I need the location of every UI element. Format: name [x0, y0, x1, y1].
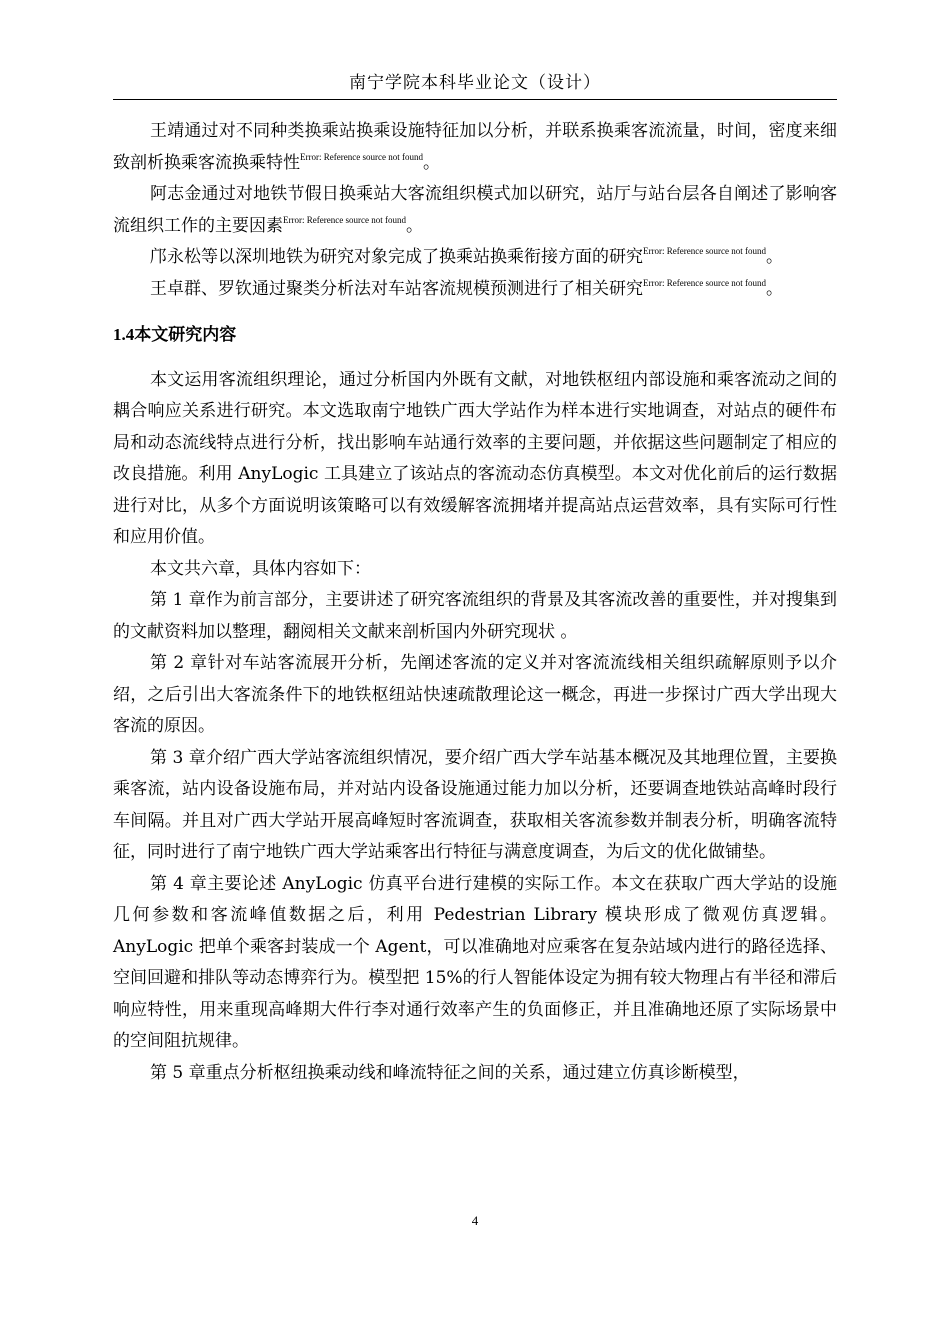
period: 。 — [765, 278, 783, 299]
paragraph-text: 王卓群、罗钦通过聚类分析法对车站客流规模预测进行了相关研究 — [150, 278, 643, 299]
section-title: 本文研究内容 — [134, 325, 237, 344]
paragraph-text: 阿志金通过对地铁节假日换乘站大客流组织模式加以研究，站厅与站台层各自阐述了影响客流组织工作的主要因素 — [113, 184, 837, 236]
paragraph: 第 1 章作为前言部分，主要讲述了研究客流组织的背景及其客流改善的重要性，并对搜集到的文献资料加以整理，翻阅相关文献来剖析国内外研究现状 。 — [113, 590, 837, 642]
page-number: 4 — [471, 1213, 479, 1228]
paragraph: 本文运用客流组织理论，通过分析国内外既有文献，对地铁枢纽内部设施和乘客流动之间的耦合响应关系进行研究。本文选取南宁地铁广西大学站作为样本进行实地调查，对站点的硬件布局和动态流线特点进行分析，找出影响车站通行效率的主要问题，并依据这些问题制定了相应的改良措施。利用 AnyLogic 工具建立了该站点的客流动态仿真模型。本文对优化前后的运行数据进行对比，从多个方面说明该策略可以有效缓解客流拥堵并提高站点运营效率，具有实际可行性和应用价值。 — [113, 369, 837, 547]
period: 。 — [422, 152, 440, 173]
period: 。 — [405, 215, 423, 236]
paragraph: 第 5 章重点分析枢纽换乘动线和峰流特征之间的关系，通过建立仿真诊断模型， — [150, 1062, 750, 1083]
page-header-title: 南宁学院本科毕业论文（设计） — [349, 73, 601, 93]
paragraph — [113, 242, 837, 274]
citation-error: Error: Reference source not found — [283, 214, 406, 225]
period: 。 — [765, 247, 783, 267]
paragraph-text: 邝永松等以深圳地铁为研究对象完成了换乘站换乘衔接方面的研究 — [150, 247, 643, 267]
paragraph — [113, 179, 837, 242]
paragraph: 本文共六章，具体内容如下： — [150, 558, 371, 579]
paragraph: 第 3 章介绍广西大学站客流组织情况，要介绍广西大学车站基本概况及其地理位置，主要换乘客流，站内设备设施布局，并对站内设备设施通过能力加以分析，还要调查地铁站高峰时段行车间隔。并且对广西大学站开展高峰短时客流调查，获取相关客流参数并制表分析，明确客流特征，同时进行了南宁地铁广西大学站乘客出行特征与满意度调查，为后文的优化做铺垫。 — [113, 747, 837, 862]
citation-error: Error: Reference source not found — [643, 277, 766, 288]
paragraph — [113, 274, 837, 306]
citation-error: Error: Reference source not found — [300, 151, 423, 162]
header-divider — [113, 99, 837, 100]
paragraph-text: 王靖通过对不同种类换乘站换乘设施特征加以分析，并联系换乘客流流量，时间，密度来细致剖析换乘客流换乘特性 — [113, 121, 837, 173]
section-heading — [113, 319, 837, 351]
document-body — [113, 116, 837, 1089]
paragraph: 第 4 章主要论述 AnyLogic 仿真平台进行建模的实际工作。本文在获取广西大学站的设施几何参数和客流峰值数据之后，利用 Pedestrian Library 模块形成了微观仿真逻辑。AnyLogic 把单个乘客封装成一个 Agent，可以准确地对应乘客在复杂站域内进行的路径选择、空间回避和排队等动态博弈行为。模型把 15%的行人智能体设定为拥有较大物理占有半径和滞后响应特性，用来重现高峰期大件行李对通行效率产生的负面修正，并且准确地还原了实际场景中的空间阻抗规律。 — [113, 873, 837, 1051]
section-number: 1.4 — [113, 325, 135, 344]
paragraph — [113, 116, 837, 179]
paragraph: 第 2 章针对车站客流展开分析，先阐述客流的定义并对客流流线相关组织疏解原则予以介绍，之后引出大客流条件下的地铁枢纽站快速疏散理论这一概念，再进一步探讨广西大学出现大客流的原因。 — [113, 653, 837, 736]
citation-error: Error: Reference source not found — [643, 246, 766, 256]
